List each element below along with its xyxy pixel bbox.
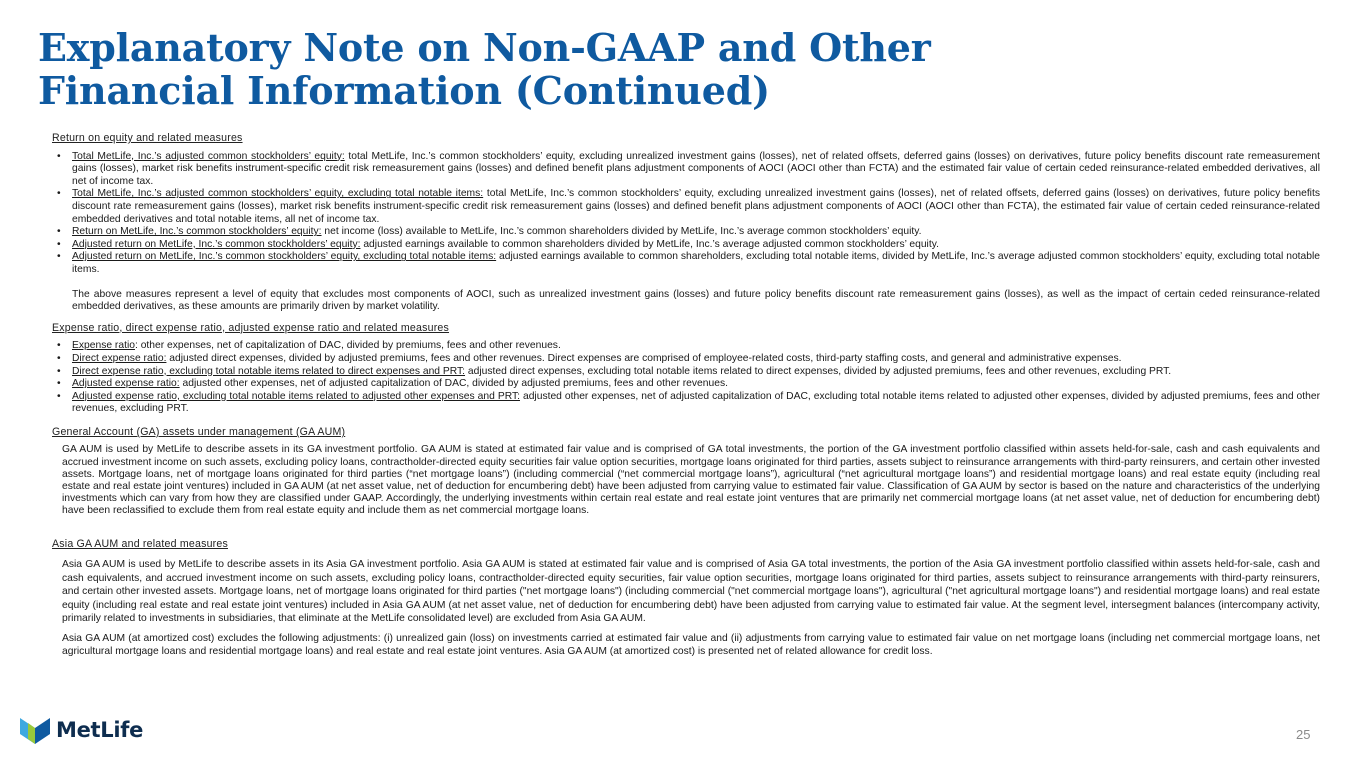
definition: total MetLife, Inc.’s common stockholders’ equity, excluding unrealized investment gains (losses), net of related offsets, deferred gains (losses) on derivatives, future policy benefits discount rate remeasurement gains (losses), market risk benefits instrument-specific credit risk remeasurement gains (losses) and defined benefit plans adjustment components of AOCI (AOCI other than FCTA) and the estimated fair value of certain ceded reinsurance-related embedded derivatives, all net of income tax. <box>72 150 1320 187</box>
definition: net income (loss) available to MetLife, Inc.’s common shareholders divided by MetLife, Inc.’s average common stockholders’ equity. <box>321 226 922 238</box>
page-title: Explanatory Note on Non-GAAP and Other Financial Information (Continued) <box>38 25 931 113</box>
section-heading-ga-aum: General Account (GA) assets under management (GA AUM) <box>52 425 346 438</box>
term: Adjusted return on MetLife, Inc.’s common stockholders’ equity: <box>72 238 361 250</box>
definition: adjusted direct expenses, excluding total notable items related to direct expenses, divided by adjusted premiums, fees and other revenues, excluding PRT. <box>465 365 1172 377</box>
term: Expense ratio <box>72 340 135 352</box>
asia-paragraph-1: Asia GA AUM is used by MetLife to describe assets in its Asia GA investment portfolio. Asia GA AUM is stated at estimated fair value and is comprised of Asia GA total investments, the portion of the Asia GA investment portfolio classified within assets held-for-sale, cash and cash equivalents, and accrued investment income on such assets, excluding policy loans, contractholder-directed equity securities, fair value option securities, mortgage loans originated for third parties, assets subject to reinsurance arrangements with third-party reinsurers, and certain other invested assets. Mortgage loans, net of mortgage loans originated for third parties ("net mortgage loans") (including commercial ("net commercial mortgage loans"), agricultural ("net agricultural mortgage loans") and residential mortgage loans) and real estate equity (including real estate and real estate joint ventures) included in Asia GA AUM (at net asset value, net of deduction for encumbering debt) have been adjusted from carrying value to estimated fair value. At the segment level, intersegment balances (intercompany activity, primarily related to investments in subsidiaries, that eliminate at the MetLife consolidated level) are excluded from Asia GA AUM. <box>62 559 1320 624</box>
page-number: 25 <box>1296 727 1311 742</box>
list-item <box>52 366 1320 379</box>
metlife-logo-icon <box>20 716 50 744</box>
list-item <box>52 239 1320 252</box>
definition: adjusted earnings available to common shareholders, excluding total notable items, divided by MetLife, Inc.’s average adjusted common stockholders’ equity, excluding total notable items. <box>72 251 1320 275</box>
section-heading-asia: Asia GA AUM and related measures <box>52 537 228 550</box>
definition: adjusted other expenses, net of adjusted capitalization of DAC, divided by adjusted premiums, fees and other revenues. <box>179 378 728 390</box>
list-item <box>52 151 1320 189</box>
content-body <box>52 132 1320 659</box>
definition: : other expenses, net of capitalization of DAC, divided by premiums, fees and other revenues. <box>134 340 561 352</box>
term: Return on MetLife, Inc.’s common stockholders’ equity: <box>72 226 322 238</box>
expense-list <box>52 340 1320 416</box>
term: Adjusted return on MetLife, Inc.’s common stockholders’ equity, excluding total notable items: <box>72 251 497 263</box>
logo-text: MetLife <box>56 718 144 742</box>
term: Direct expense ratio: <box>72 352 167 364</box>
section-heading-roe: Return on equity and related measures <box>52 132 243 144</box>
definition: total MetLife, Inc.’s common stockholders’ equity, excluding unrealized investment gains (losses), net of related offsets, deferred gains (losses) on derivatives, future policy benefits discount rate remeasurement gains (losses), market risk benefits instrument-specific credit risk remeasurement gains (losses) and defined benefit plans adjustment components of AOCI (AOCI other than FCTA), the estimated fair value of certain ceded reinsurance-related embedded derivatives and total notable items, all net of income tax. <box>72 188 1320 225</box>
list-item <box>52 188 1320 226</box>
term: Adjusted expense ratio, excluding total notable items related to adjusted other expenses and PRT: <box>72 390 520 402</box>
list-item <box>52 251 1320 276</box>
term: Total MetLife, Inc.’s adjusted common stockholders’ equity: <box>72 150 345 162</box>
list-item <box>52 378 1320 391</box>
list-item <box>52 391 1320 416</box>
term: Direct expense ratio, excluding total notable items related to direct expenses and PRT: <box>72 365 466 377</box>
term: Total MetLife, Inc.’s adjusted common stockholders’ equity, excluding total notable items: <box>72 188 484 200</box>
asia-paragraph-2: Asia GA AUM (at amortized cost) excludes the following adjustments: (i) unrealized gain (loss) on investments carried at estimated fair value and (ii) adjustments from carrying value to estimated fair value on net mortgage loans (including net commercial mortgage loans, net agricultural mortgage loans and residential mortgage loans) and real estate and real estate joint ventures. Asia GA AUM (at amortized cost) is presented net of related allowance for credit loss. <box>62 633 1320 657</box>
metlife-logo <box>20 716 143 744</box>
ga-aum-paragraph: GA AUM is used by MetLife to describe assets in its GA investment portfolio. GA AUM is stated at estimated fair value and is comprised of GA total investments, the portion of the GA investment portfolio classified within assets held-for-sale, cash and cash equivalents and accrued investment income on such assets, excluding policy loans, contractholder-directed equity securities fair value option securities, mortgage loans originated for third parties, assets subject to reinsurance arrangements with third-party reinsurers, and certain other invested assets. Mortgage loans, net of mortgage loans originated for third parties (“net mortgage loans”) (including commercial (“net commercial mortgage loans”), agricultural (“net agricultural mortgage loans”) and residential mortgage loans) and real estate equity (including real estate and real estate joint ventures) included in GA AUM (at net asset value, net of deduction for encumbering debt) have been adjusted from carrying value to estimated fair value. Classification of GA AUM by sector is based on the nature and characteristics of the underlying investments which can vary from how they are classified under GAAP. Accordingly, the underlying investments within certain real estate and real estate joint ventures that are primarily net commercial mortgage loans (at net asset value, net of deduction for encumbering debt) have been reclassified to exclude them from real estate equity and include them as net commercial mortgage loans. <box>62 444 1320 517</box>
list-item <box>52 340 1320 353</box>
roe-list <box>52 151 1320 277</box>
list-item <box>52 353 1320 366</box>
section-heading-expense: Expense ratio, direct expense ratio, adjusted expense ratio and related measures <box>52 321 450 334</box>
roe-note: The above measures represent a level of equity that excludes most components of AOCI, such as unrealized investment gains (losses) and future policy benefits discount rate remeasurement gains (losses), as well as the impact of certain ceded reinsurance-related embedded derivatives, as these amounts are primarily driven by market volatility. <box>72 288 1320 313</box>
list-item <box>52 226 1320 239</box>
definition: adjusted other expenses, net of adjusted capitalization of DAC, excluding total notable items related to adjusted other expenses, divided by adjusted premiums, fees and other revenues, excluding PRT. <box>72 390 1320 415</box>
term: Adjusted expense ratio: <box>72 378 180 390</box>
definition: adjusted direct expenses, divided by adjusted premiums, fees and other revenues. Direct expenses are comprised of employee-related costs, third-party staffing costs, and general and administrative expenses. <box>166 352 1122 364</box>
definition: adjusted earnings available to common shareholders divided by MetLife, Inc.’s average adjusted common stockholders’ equity. <box>360 238 939 250</box>
